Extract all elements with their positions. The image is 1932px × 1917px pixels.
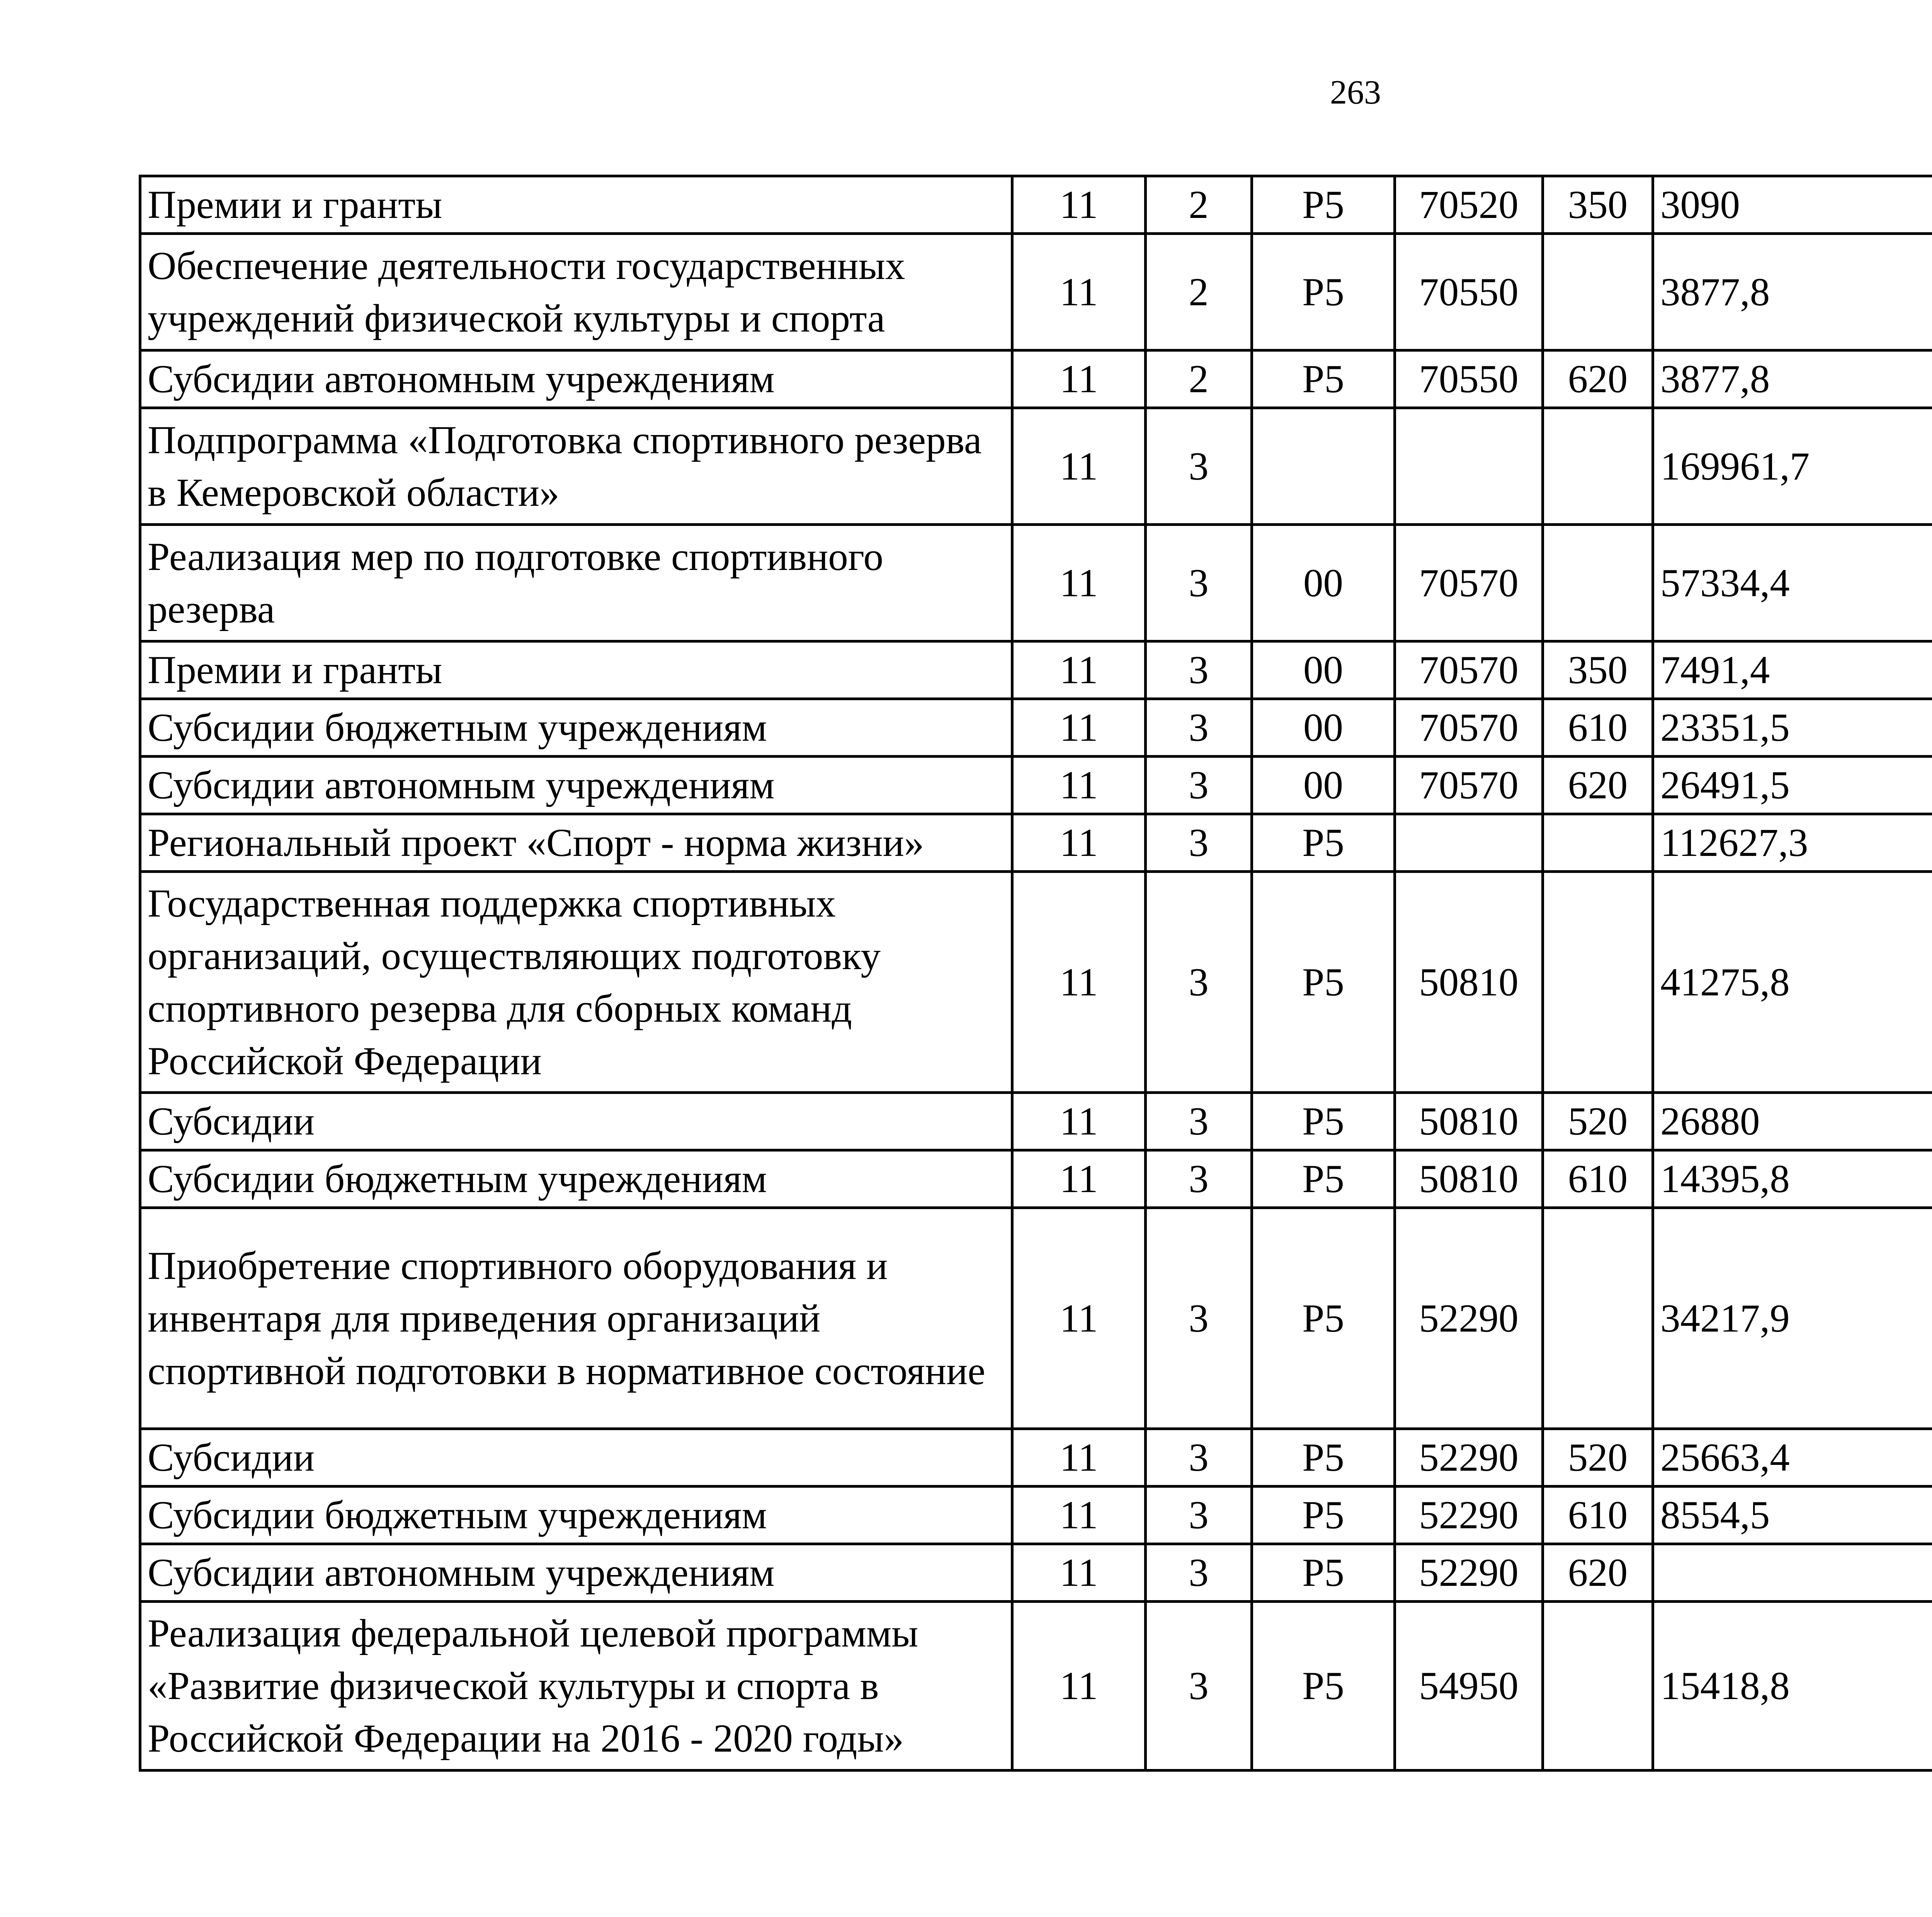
table-row — [140, 1208, 1932, 1429]
section-code: 11 — [1012, 1208, 1146, 1429]
section-code: 11 — [1012, 641, 1146, 699]
direction-code: 52290 — [1395, 1429, 1543, 1487]
subsection-code: 2 — [1146, 234, 1252, 350]
program-code: P5 — [1252, 1150, 1395, 1208]
amount-year-1: 25663,4 — [1653, 1429, 1932, 1487]
row-name: Субсидии бюджетным учреждениям — [140, 699, 1012, 757]
row-name: Региональный проект «Спорт - норма жизни» — [140, 814, 1012, 872]
table-row — [140, 1602, 1932, 1771]
budget-table — [139, 175, 1932, 1772]
expense-type-code — [1543, 234, 1653, 350]
program-code: P5 — [1252, 814, 1395, 872]
table-row — [140, 814, 1932, 872]
row-name: Государственная поддержка спортивных организаций, осуществляющих подготовку спортивного резерва для сборных команд Российской Федерации — [140, 872, 1012, 1093]
subsection-code: 3 — [1146, 525, 1252, 641]
direction-code — [1395, 814, 1543, 872]
table-row — [140, 699, 1932, 757]
amount-year-1: 3877,8 — [1653, 234, 1932, 350]
expense-type-code: 610 — [1543, 699, 1653, 757]
row-name: Премии и гранты — [140, 176, 1012, 234]
section-code: 11 — [1012, 757, 1146, 814]
table-row — [140, 1544, 1932, 1602]
program-code: P5 — [1252, 234, 1395, 350]
subsection-code: 3 — [1146, 699, 1252, 757]
section-code: 11 — [1012, 1150, 1146, 1208]
direction-code: 52290 — [1395, 1544, 1543, 1602]
amount-year-1: 34217,9 — [1653, 1208, 1932, 1429]
expense-type-code: 620 — [1543, 350, 1653, 408]
subsection-code: 3 — [1146, 1093, 1252, 1150]
program-code: P5 — [1252, 872, 1395, 1093]
subsection-code: 3 — [1146, 641, 1252, 699]
row-name: Субсидии бюджетным учреждениям — [140, 1487, 1012, 1544]
section-code: 11 — [1012, 1487, 1146, 1544]
direction-code: 70570 — [1395, 699, 1543, 757]
amount-year-1: 3090 — [1653, 176, 1932, 234]
section-code: 11 — [1012, 176, 1146, 234]
row-name: Субсидии автономным учреждениям — [140, 1544, 1012, 1602]
program-code — [1252, 408, 1395, 525]
expense-type-code: 520 — [1543, 1093, 1653, 1150]
row-name: Премии и гранты — [140, 641, 1012, 699]
table-row — [140, 757, 1932, 814]
row-name: Субсидии — [140, 1429, 1012, 1487]
row-name: Субсидии автономным учреждениям — [140, 757, 1012, 814]
section-code: 11 — [1012, 699, 1146, 757]
row-name: Субсидии автономным учреждениям — [140, 350, 1012, 408]
row-name: Реализация мер по подготовке спортивного резерва — [140, 525, 1012, 641]
section-code: 11 — [1012, 350, 1146, 408]
table-row — [140, 641, 1932, 699]
subsection-code: 3 — [1146, 757, 1252, 814]
amount-year-1: 26880 — [1653, 1093, 1932, 1150]
direction-code: 50810 — [1395, 872, 1543, 1093]
row-name: Приобретение спортивного оборудования и инвентаря для приведения организаций спортивной подготовки в нормативное состояние — [140, 1208, 1012, 1429]
amount-year-1: 26491,5 — [1653, 757, 1932, 814]
program-code: P5 — [1252, 1487, 1395, 1544]
expense-type-code: 610 — [1543, 1150, 1653, 1208]
direction-code: 52290 — [1395, 1208, 1543, 1429]
expense-type-code: 520 — [1543, 1429, 1653, 1487]
subsection-code: 3 — [1146, 1602, 1252, 1771]
subsection-code: 3 — [1146, 408, 1252, 525]
amount-year-1: 7491,4 — [1653, 641, 1932, 699]
expense-type-code — [1543, 814, 1653, 872]
direction-code: 52290 — [1395, 1487, 1543, 1544]
amount-year-1: 41275,8 — [1653, 872, 1932, 1093]
table-row — [140, 872, 1932, 1093]
subsection-code: 3 — [1146, 1429, 1252, 1487]
table-row — [140, 1487, 1932, 1544]
program-code: P5 — [1252, 1429, 1395, 1487]
section-code: 11 — [1012, 814, 1146, 872]
table-body — [140, 176, 1932, 1771]
subsection-code: 3 — [1146, 1487, 1252, 1544]
program-code: 00 — [1252, 641, 1395, 699]
table-row — [140, 408, 1932, 525]
subsection-code: 2 — [1146, 176, 1252, 234]
amount-year-1: 169961,7 — [1653, 408, 1932, 525]
expense-type-code: 350 — [1543, 641, 1653, 699]
section-code: 11 — [1012, 234, 1146, 350]
table-row — [140, 234, 1932, 350]
amount-year-1 — [1653, 1544, 1932, 1602]
section-code: 11 — [1012, 525, 1146, 641]
section-code: 11 — [1012, 1093, 1146, 1150]
row-name: Субсидии — [140, 1093, 1012, 1150]
table-row — [140, 1429, 1932, 1487]
expense-type-code — [1543, 408, 1653, 525]
section-code: 11 — [1012, 872, 1146, 1093]
expense-type-code: 350 — [1543, 176, 1653, 234]
program-code: P5 — [1252, 1544, 1395, 1602]
expense-type-code — [1543, 1208, 1653, 1429]
subsection-code: 3 — [1146, 1544, 1252, 1602]
expense-type-code — [1543, 872, 1653, 1093]
program-code: P5 — [1252, 1093, 1395, 1150]
table-row — [140, 525, 1932, 641]
table-row — [140, 1093, 1932, 1150]
section-code: 11 — [1012, 1602, 1146, 1771]
direction-code: 70570 — [1395, 525, 1543, 641]
expense-type-code: 620 — [1543, 1544, 1653, 1602]
program-code: P5 — [1252, 1602, 1395, 1771]
table-row — [140, 176, 1932, 234]
amount-year-1: 8554,5 — [1653, 1487, 1932, 1544]
amount-year-1: 15418,8 — [1653, 1602, 1932, 1771]
amount-year-1: 112627,3 — [1653, 814, 1932, 872]
page-number: 263 — [1330, 74, 1381, 111]
program-code: P5 — [1252, 1208, 1395, 1429]
expense-type-code: 610 — [1543, 1487, 1653, 1544]
direction-code: 70520 — [1395, 176, 1543, 234]
direction-code: 50810 — [1395, 1093, 1543, 1150]
section-code: 11 — [1012, 408, 1146, 525]
section-code: 11 — [1012, 1429, 1146, 1487]
expense-type-code — [1543, 1602, 1653, 1771]
row-name: Обеспечение деятельности государственных учреждений физической культуры и спорта — [140, 234, 1012, 350]
subsection-code: 3 — [1146, 814, 1252, 872]
subsection-code: 2 — [1146, 350, 1252, 408]
subsection-code: 3 — [1146, 1208, 1252, 1429]
direction-code: 54950 — [1395, 1602, 1543, 1771]
direction-code: 70550 — [1395, 350, 1543, 408]
direction-code: 70570 — [1395, 757, 1543, 814]
expense-type-code: 620 — [1543, 757, 1653, 814]
program-code: 00 — [1252, 699, 1395, 757]
direction-code: 70570 — [1395, 641, 1543, 699]
program-code: 00 — [1252, 525, 1395, 641]
table-row — [140, 350, 1932, 408]
amount-year-1: 14395,8 — [1653, 1150, 1932, 1208]
amount-year-1: 23351,5 — [1653, 699, 1932, 757]
row-name: Реализация федеральной целевой программы «Развитие физической культуры и спорта в Российской Федерации на 2016 - 2020 годы» — [140, 1602, 1012, 1771]
subsection-code: 3 — [1146, 872, 1252, 1093]
program-code: P5 — [1252, 350, 1395, 408]
amount-year-1: 3877,8 — [1653, 350, 1932, 408]
table-row — [140, 1150, 1932, 1208]
subsection-code: 3 — [1146, 1150, 1252, 1208]
amount-year-1: 57334,4 — [1653, 525, 1932, 641]
row-name: Подпрограмма «Подготовка спортивного резерва в Кемеровской области» — [140, 408, 1012, 525]
row-name: Субсидии бюджетным учреждениям — [140, 1150, 1012, 1208]
section-code: 11 — [1012, 1544, 1146, 1602]
expense-type-code — [1543, 525, 1653, 641]
program-code: 00 — [1252, 757, 1395, 814]
program-code: P5 — [1252, 176, 1395, 234]
direction-code — [1395, 408, 1543, 525]
direction-code: 50810 — [1395, 1150, 1543, 1208]
direction-code: 70550 — [1395, 234, 1543, 350]
